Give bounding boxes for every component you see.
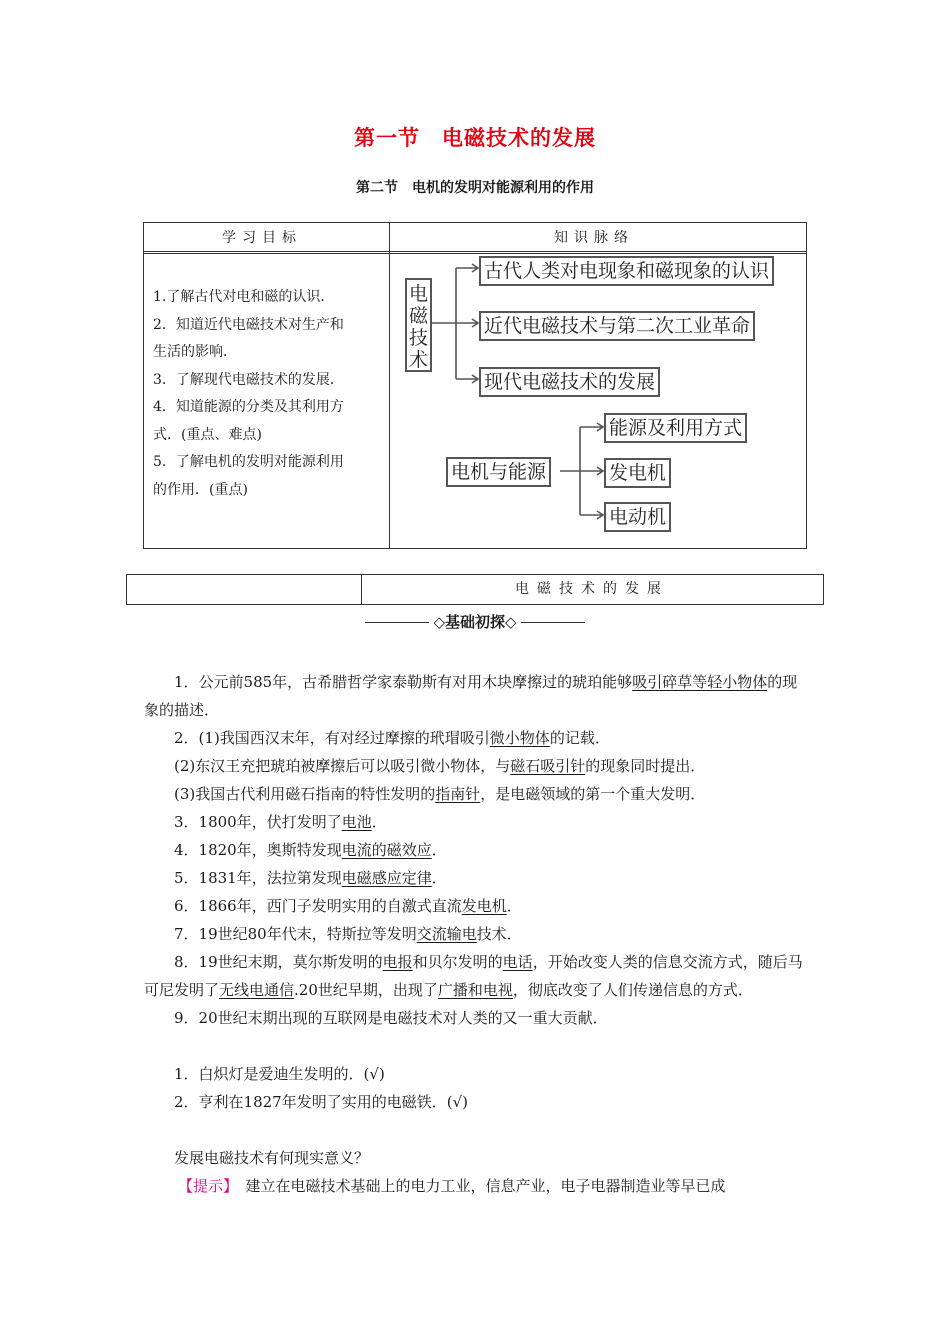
diagram-node: 古代人类对电现象和磁现象的认识 — [479, 256, 774, 286]
paragraph: 1．公元前585年，古希腊哲学家泰勒斯有对用木块摩擦过的琥珀能够吸引碎草等轻小物体的现象的描述． — [144, 673, 798, 719]
diagram-node: 能源及利用方式 — [604, 413, 747, 443]
goal-line: 2．知道近代电磁技术对生产和 — [153, 316, 344, 333]
goal-line: 5．了解电机的发明对能源利用 — [153, 454, 344, 470]
paragraph: (3)我国古代利用磁石指南的特性发明的指南针，是电磁领域的第一个重大发明． — [174, 785, 706, 803]
content — [144, 668, 808, 1200]
banner-title: ◇基础初探◇ — [433, 613, 517, 631]
diagram-node: 近代电磁技术与第二次工业革命 — [479, 311, 755, 341]
question: 发展电磁技术有何现实意义？ — [174, 1149, 370, 1167]
goal-line: 式．(重点、难点) — [153, 426, 262, 443]
knowledge-header: 知识脉络 — [554, 230, 634, 246]
paragraph: 9．20世纪末期出现的互联网是电磁技术对人类的又一重大贡献． — [174, 1009, 608, 1027]
section-header: 电磁技术的发展 — [515, 581, 669, 597]
goal-line: 3．了解现代电磁技术的发展． — [153, 371, 344, 388]
hint: 【提示】 建立在电磁技术基础上的电力工业，信息产业，电子电器制造业等早已成 — [178, 1177, 726, 1195]
goals-header: 学习目标 — [222, 230, 302, 246]
page-title: 第一节 电磁技术的发展 — [354, 126, 596, 150]
paragraph: 6．1866年，西门子发明实用的自激式直流发电机． — [174, 897, 522, 915]
diagram-root-motor-energy: 电机与能源 — [446, 457, 551, 487]
section-header-box — [126, 574, 824, 605]
paragraph: 4．1820年，奥斯特发现电流的磁效应． — [174, 841, 447, 859]
banner — [0, 611, 950, 632]
paragraph: 8．19世纪末期，莫尔斯发明的电报和贝尔发明的电话，开始改变人类的信息交流方式，随后马可尼发明了无线电通信.20世纪早期，出现了广播和电视，彻底改变了人们传递信息的方式． — [144, 953, 803, 999]
diagram-node: 现代电磁技术的发展 — [479, 367, 660, 397]
goal-line: 4．知道能源的分类及其利用方 — [153, 399, 344, 415]
paragraph: 3．1800年，伏打发明了电池． — [174, 813, 387, 831]
diagram-node: 发电机 — [604, 458, 671, 488]
judgment-item: 1．白炽灯是爱迪生发明的．(√) — [174, 1065, 385, 1083]
goal-line: 的作用．(重点) — [153, 481, 248, 498]
goal-line: 1.了解古代对电和磁的认识． — [153, 289, 335, 305]
diagram-node: 电动机 — [604, 502, 671, 532]
paragraph: 2．(1)我国西汉末年，有对经过摩擦的玳瑁吸引微小物体的记载． — [174, 729, 610, 747]
hint-label: 【提示】 — [178, 1177, 231, 1195]
goal-line: 生活的影响． — [153, 344, 237, 360]
paragraph: 7．19世纪80年代末，特斯拉等发明交流输电技术． — [174, 925, 522, 943]
paragraph: 5．1831年，法拉第发现电磁感应定律． — [174, 869, 447, 887]
page-subtitle: 第二节 电机的发明对能源利用的作用 — [356, 180, 594, 196]
paragraph: (2)东汉王充把琥珀被摩擦后可以吸引微小物体，与磁石吸引针的现象同时提出． — [174, 757, 706, 775]
diagram-root-em-tech: 电磁技术 — [405, 278, 432, 372]
judgment-item: 2．亨利在1827年发明了实用的电磁铁．(√) — [174, 1093, 468, 1111]
